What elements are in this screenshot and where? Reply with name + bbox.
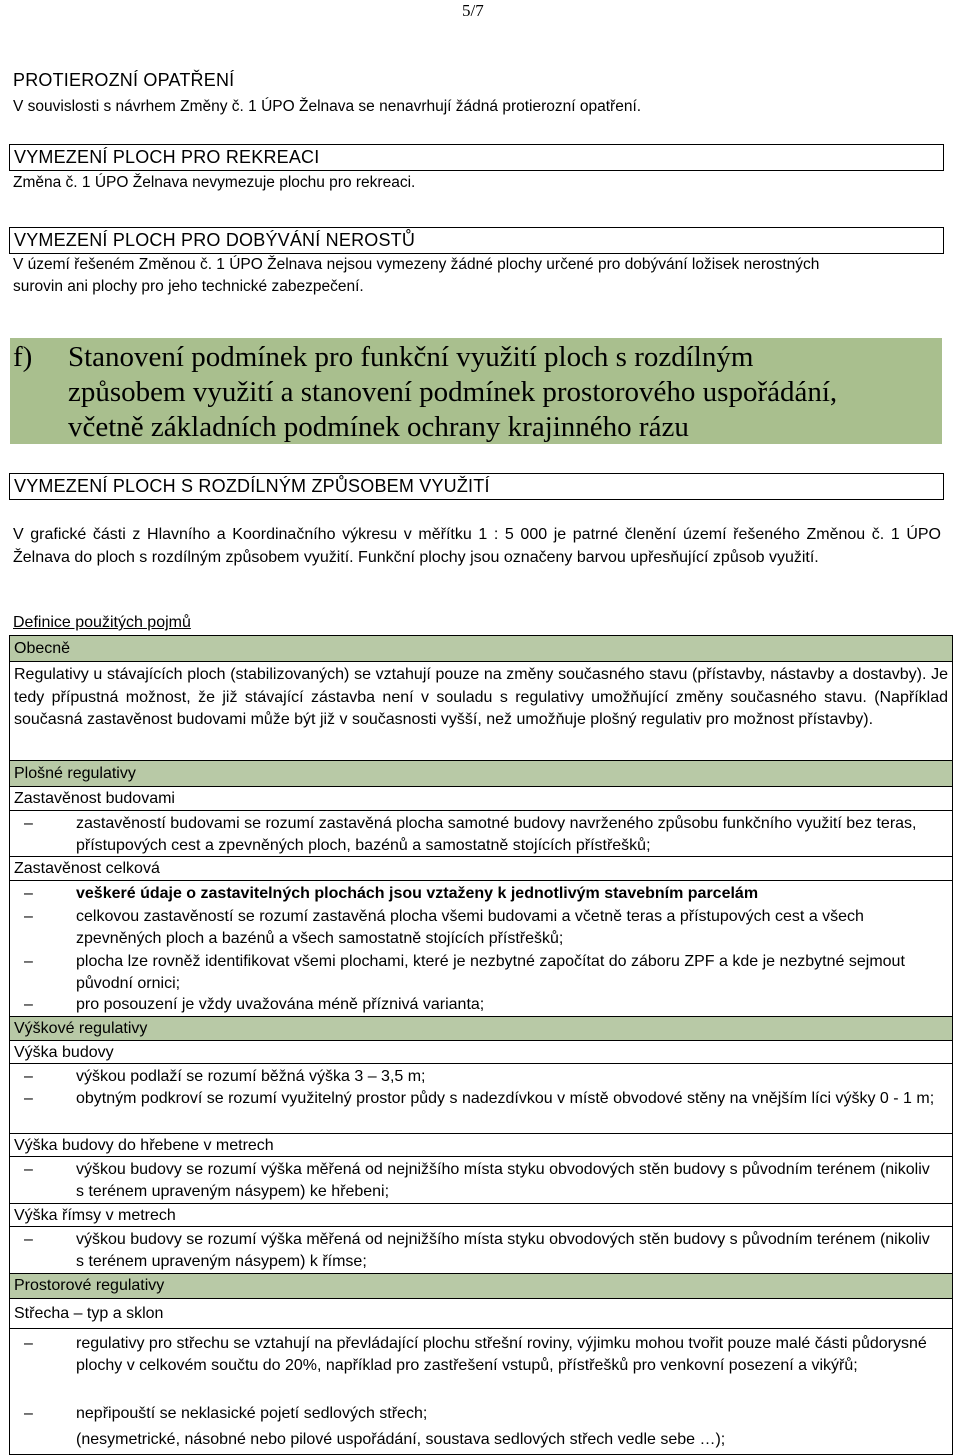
row-obecne-text: Regulativy u stávajících ploch (stabilizovaných) se vztahují pouze na změny současného stavu (přístavby, nástavby a dostavby). Je tedy přípustná možnost, že již stávající zástavba není v souladu s regulativy umožňující změny současného stavu. (Například současná zastavěnost budovami může být již v současnosti vyšší, než umožňuje plošný regulativ pro možnost přístavby).	[9, 662, 953, 761]
st-item-2: nepřipouští se neklasické pojetí sedlových střech;	[76, 1405, 428, 1422]
row-zast-celkova: Zastavěnost celková	[9, 857, 953, 881]
section-title-rekreace: VYMEZENÍ PLOCH PRO REKREACI	[14, 147, 320, 167]
row-vyska-budovy: Výška budovy	[9, 1041, 953, 1064]
zb-item-1: zastavěností budovami se rozumí zastavěná plocha samotné budovy navrženého způsobu funkčního využití bez teras, přístupových cest a zpevněných ploch, bazénů a samostatně stojících přístřešků;	[76, 815, 917, 854]
section-title-nerosty: VYMEZENÍ PLOCH PRO DOBÝVÁNÍ NEROSTŮ	[14, 230, 416, 250]
vh-item-1: výškou budovy se rozumí výška měřená od nejnižšího místa styku obvodových stěn budovy s původním terénem (nikoliv s terénem upraveným násypem) ke hřebeni;	[76, 1161, 930, 1200]
section-text-nerosty-2: surovin ani plochy pro jeho technické zabezpečení.	[13, 278, 364, 295]
chapter-title-line-3: včetně základních podmínek ochrany krajinného rázu	[68, 411, 689, 443]
row-vb-items	[9, 1064, 953, 1134]
section-text-rekreace: Změna č. 1 ÚPO Želnava nevymezuje plochu pro rekreaci.	[13, 174, 416, 191]
section-title-rozdilny: VYMEZENÍ PLOCH S ROZDÍLNÝM ZPŮSOBEM VYUŽITÍ	[14, 476, 490, 496]
bullet-dash: –	[24, 953, 33, 970]
section-box-rekreace	[9, 144, 944, 171]
bullet-dash: –	[24, 1335, 33, 1352]
row-vyskove	[9, 1017, 953, 1041]
vb-item-2: obytným podkroví se rozumí využitelný prostor půdy s nadezdívkou v místě obvodové stěny na vnějším líci výšky 0 - 1 m;	[76, 1090, 935, 1107]
chapter-letter: f)	[13, 341, 33, 373]
section-box-rozdilny	[9, 473, 944, 500]
section-text-protierozni: V souvislosti s návrhem Změny č. 1 ÚPO Želnava se nenavrhují žádná protierozní opatření.	[13, 98, 642, 115]
section-text-nerosty-1: V území řešeném Změnou č. 1 ÚPO Želnava nejsou vymezeny žádné plochy určené pro dobývání ložisek nerostných	[13, 256, 820, 273]
row-prostorove-label: Prostorové regulativy	[14, 1277, 165, 1294]
row-zc-items	[9, 881, 953, 1017]
row-vyska-hrebene: Výška budovy do hřebene v metrech	[9, 1134, 953, 1157]
st-item-1: regulativy pro střechu se vztahují na převládající plochu střešní roviny, výjimku mohou tvořit pouze malé části půdorysné plochy v celkovém součtu do 20%, například pro zastřešení vstupů, přístřešků pro venkovní posezení a vikýřů;	[76, 1335, 927, 1374]
bullet-dash: –	[24, 1405, 33, 1422]
row-plosne-label: Plošné regulativy	[14, 765, 136, 782]
bullet-dash: –	[24, 1231, 33, 1248]
definice-title	[13, 612, 191, 634]
definice-title-text: Definice použitých pojmů	[13, 614, 191, 631]
row-vyskove-label: Výškové regulativy	[14, 1020, 148, 1037]
bullet-dash: –	[24, 1090, 33, 1107]
chapter-title-line-1: Stanovení podmínek pro funkční využití ploch s rozdílným	[68, 341, 754, 373]
row-zast-budovami: Zastavěnost budovami	[9, 787, 953, 811]
row-strecha: Střecha – typ a sklon	[9, 1299, 953, 1329]
row-obecne	[9, 635, 953, 662]
definitions-table	[9, 635, 953, 1455]
bullet-dash: –	[24, 1068, 33, 1085]
section-box-nerosty	[9, 227, 944, 254]
row-vr-items	[9, 1227, 953, 1274]
section-title-protierozni: PROTIEROZNÍ OPATŘENÍ	[13, 70, 235, 90]
chapter-f-heading	[10, 338, 942, 444]
bullet-dash: –	[24, 908, 33, 925]
bullet-dash: –	[24, 885, 33, 902]
row-prostorove	[9, 1274, 953, 1299]
bullet-dash: –	[24, 815, 33, 832]
row-plosne	[9, 761, 953, 787]
st-tail: (nesymetrické, násobné nebo pilové uspořádání, soustava sedlových střech vedle sebe …);	[76, 1431, 726, 1448]
vr-item-1: výškou budovy se rozumí výška měřená od nejnižšího místa styku obvodových stěn budovy s původním terénem (nikoliv s terénem upraveným násypem) k římse;	[76, 1231, 930, 1270]
zc-item-4: pro posouzení je vždy uvažována méně příznivá varianta;	[76, 996, 485, 1013]
zc-item-3: plocha lze rovněž identifikovat všemi plochami, které je nezbytné započítat do záboru ZPF a kde je nezbytné sejmout původní ornici;	[76, 953, 905, 992]
section-text-rozdilny: V grafické části z Hlavního a Koordinačního výkresu v měřítku 1 : 5 000 je patrné členění území řešeného Změnou č. 1 ÚPO Želnava do ploch s rozdílným způsobem využití. Funkční plochy jsou označeny barvou upřesňující způsob využití.	[13, 526, 941, 566]
bullet-dash: –	[24, 1161, 33, 1178]
zc-item-1: veškeré údaje o zastavitelných plochách jsou vztaženy k jednotlivým stavebním parcelám	[76, 885, 759, 902]
row-zb-items	[9, 811, 953, 857]
bullet-dash: –	[24, 996, 33, 1013]
page-number: 5/7	[462, 1, 484, 20]
row-vyska-rimsy: Výška římsy v metrech	[9, 1204, 953, 1227]
row-st-items	[9, 1329, 953, 1455]
zc-item-2: celkovou zastavěností se rozumí zastavěná plocha všemi budovami a včetně teras a přístupových cest a všech zpevněných ploch a bazénů a všech samostatně stojících přístřešků;	[76, 908, 864, 947]
row-obecne-label: Obecně	[14, 640, 71, 657]
chapter-title-line-2: způsobem využití a stanovení podmínek prostorového uspořádání,	[68, 376, 838, 408]
row-vh-items	[9, 1157, 953, 1204]
vb-item-1: výškou podlaží se rozumí běžná výška 3 – 3,5 m;	[76, 1068, 426, 1085]
